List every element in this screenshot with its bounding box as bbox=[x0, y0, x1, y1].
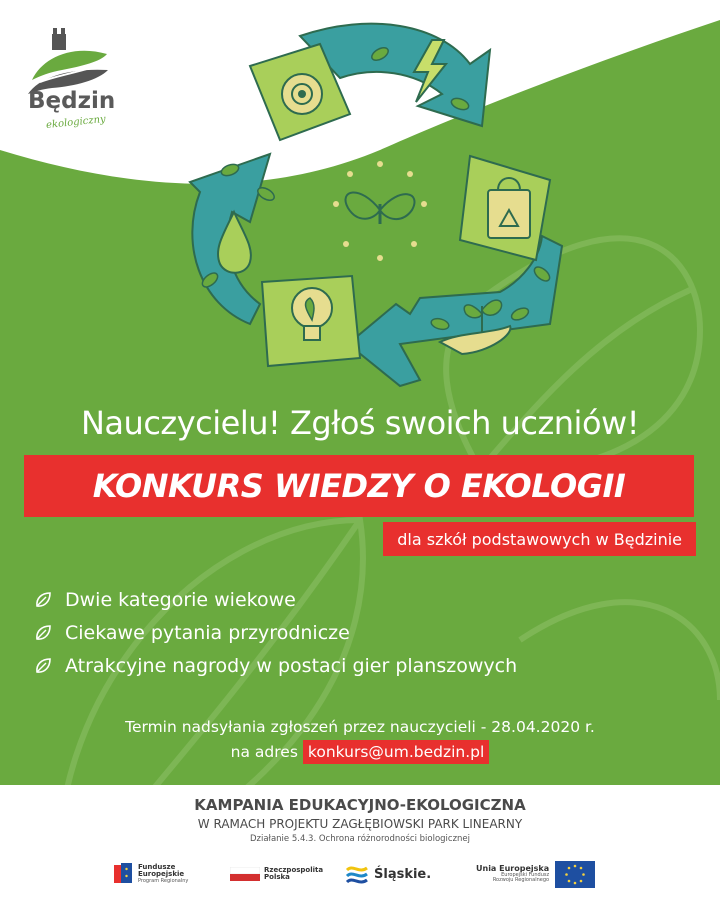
contest-title: KONKURS WIEDZY O EKOLOGII bbox=[92, 467, 626, 505]
bulb-panel bbox=[262, 276, 360, 366]
slaskie-wave-icon bbox=[345, 862, 369, 886]
footer bbox=[0, 785, 720, 900]
rp-line2: Polska bbox=[264, 873, 290, 881]
partner-logos bbox=[0, 857, 720, 891]
fe-line1: Fundusze bbox=[138, 863, 176, 872]
headline: Nauczycielu! Zgłoś swoich uczniów! bbox=[80, 404, 640, 442]
leaf-bullet-icon bbox=[34, 657, 52, 675]
bag-panel bbox=[460, 156, 550, 260]
leaf-bullet-icon bbox=[34, 624, 52, 642]
rp-line1: Rzeczpospolita bbox=[264, 865, 324, 874]
contest-banner bbox=[24, 455, 694, 517]
audience-banner bbox=[383, 522, 696, 556]
list-item bbox=[34, 649, 674, 682]
email-link[interactable]: konkurs@um.bedzin.pl bbox=[303, 740, 489, 764]
action-note: Działanie 5.4.3. Ochrona różnorodności biologicznej bbox=[249, 834, 471, 844]
rp-logo bbox=[230, 857, 323, 891]
logo-tagline: ekologiczny bbox=[45, 113, 107, 132]
ue-line1: Unia Europejska bbox=[476, 863, 550, 873]
list-item bbox=[34, 583, 674, 616]
ue-line2: Europejski Fundusz bbox=[501, 871, 550, 878]
slaskie-logo bbox=[345, 857, 431, 891]
feature-list bbox=[34, 583, 674, 682]
audience-text: dla szkół podstawowych w Będzinie bbox=[397, 529, 682, 549]
recycle-graphic bbox=[170, 14, 570, 394]
campaign-title: KAMPANIA EDUKACYJNO-EKOLOGICZNA bbox=[194, 796, 526, 814]
fe-line2: Europejskie bbox=[138, 870, 185, 879]
fe-flag-icon bbox=[112, 861, 134, 887]
leaf-bullet-icon bbox=[34, 591, 52, 609]
ue-logo bbox=[476, 857, 595, 891]
eu-flag-icon bbox=[555, 861, 595, 888]
central-sprout-icon bbox=[333, 161, 427, 261]
fe-line3: Program Regionalny bbox=[138, 877, 189, 884]
logo-name: Będzin bbox=[28, 88, 116, 114]
address-line bbox=[0, 740, 720, 764]
list-item bbox=[34, 616, 674, 649]
deadline-text: Termin nadsyłania zgłoszeń przez nauczycieli - 28.04.2020 r. bbox=[125, 718, 595, 736]
address-label: na adres bbox=[230, 743, 298, 761]
list-item-text: Dwie kategorie wiekowe bbox=[65, 588, 296, 611]
polish-flag-icon bbox=[230, 867, 260, 881]
project-subtitle: W RAMACH PROJEKTU ZAGŁĘBIOWSKI PARK LINEARNY bbox=[197, 817, 523, 831]
slaskie-name: Śląskie. bbox=[374, 866, 432, 882]
list-item-text: Atrakcyjne nagrody w postaci gier planszowych bbox=[65, 654, 518, 677]
list-item-text: Ciekawe pytania przyrodnicze bbox=[65, 621, 350, 644]
ue-line3: Rozwoju Regionalnego bbox=[492, 877, 550, 884]
fe-logo bbox=[112, 857, 188, 891]
